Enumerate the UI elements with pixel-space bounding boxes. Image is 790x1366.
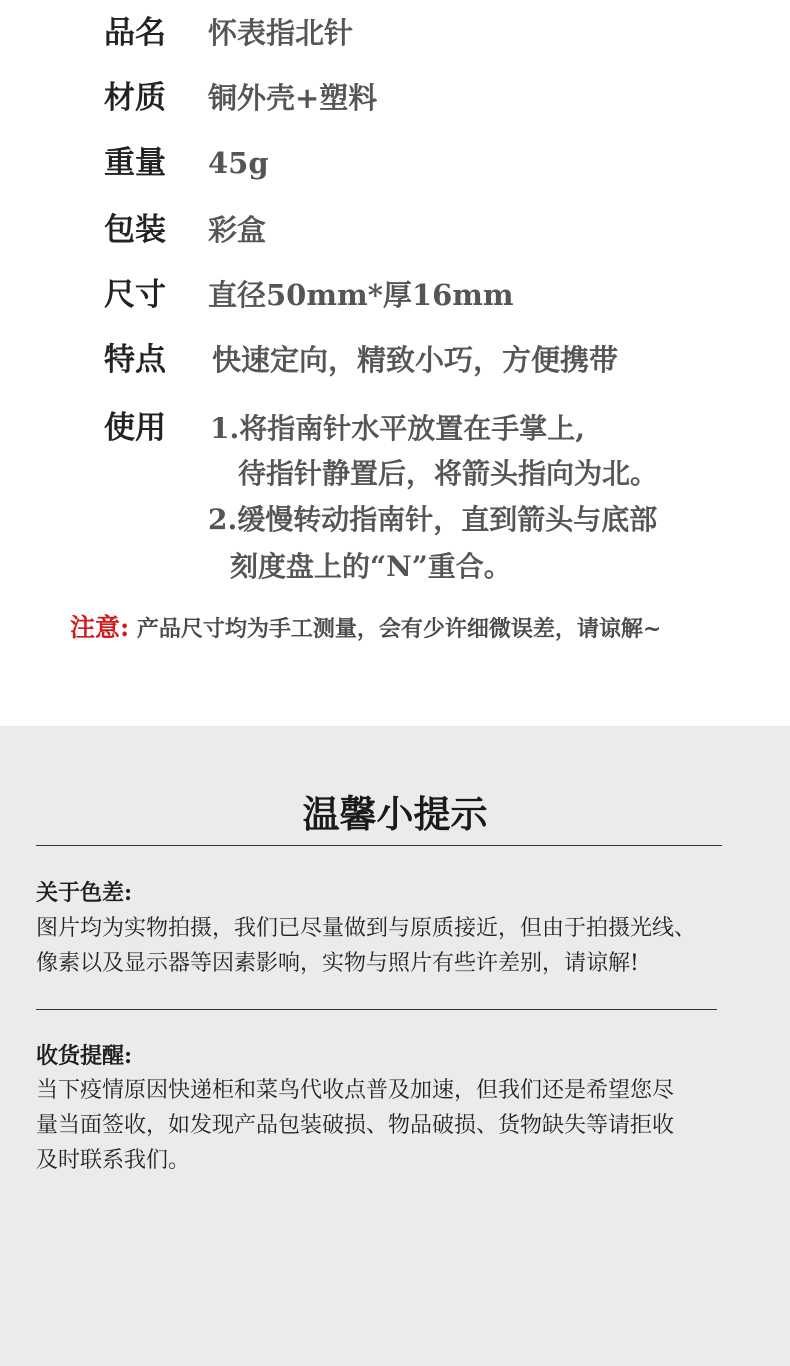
- note-text: 产品尺寸均为手工测量，会有少许细微误差，请谅解~: [136, 616, 662, 642]
- section-divider: [36, 1009, 717, 1010]
- usage-line: 待指针静置后，将箭头指向为北。: [238, 457, 659, 490]
- spec-value: 快速定向，精致小巧，方便携带: [212, 343, 619, 377]
- receipt-line: 及时联系我们。: [36, 1148, 191, 1173]
- spec-value: 45g: [208, 146, 269, 180]
- title-divider: [36, 845, 722, 846]
- spec-value: 彩盒: [208, 213, 267, 247]
- usage-line: 2.缓慢转动指南针，直到箭头与底部: [208, 503, 658, 536]
- spec-value: 直径50mm*厚16mm: [208, 278, 514, 312]
- warm-tips-section: [0, 726, 790, 1366]
- spec-value: 怀表指北针: [208, 16, 354, 50]
- spec-label: 材质: [104, 80, 166, 116]
- receipt-heading: 收货提醒:: [36, 1043, 133, 1069]
- tips-title: 温馨小提示: [302, 793, 488, 836]
- receipt-line: 当下疫情原因快递柜和菜鸟代收点普及加速，但我们还是希望您尽: [36, 1078, 675, 1103]
- note-label: 注意:: [70, 613, 130, 642]
- receipt-line: 量当面签收，如发现产品包装破损、物品破损、货物缺失等请拒收: [36, 1113, 675, 1138]
- spec-label: 尺寸: [104, 277, 166, 313]
- color-diff-line: 图片均为实物拍摄，我们已尽量做到与原质接近，但由于拍摄光线、: [36, 916, 697, 941]
- spec-label: 使用: [104, 410, 166, 446]
- usage-line: 刻度盘上的“N”重合。: [230, 550, 512, 583]
- measurement-note: [70, 610, 770, 647]
- spec-label: 重量: [104, 145, 166, 181]
- spec-value: 铜外壳+塑料: [208, 81, 378, 115]
- color-diff-heading: 关于色差:: [36, 880, 133, 906]
- spec-label: 包装: [104, 212, 166, 248]
- color-diff-line: 像素以及显示器等因素影响，实物与照片有些许差别，请谅解!: [36, 951, 639, 976]
- usage-line: 1.将指南针水平放置在手掌上,: [210, 412, 585, 445]
- spec-label: 品名: [104, 15, 166, 51]
- spec-label: 特点: [104, 342, 166, 378]
